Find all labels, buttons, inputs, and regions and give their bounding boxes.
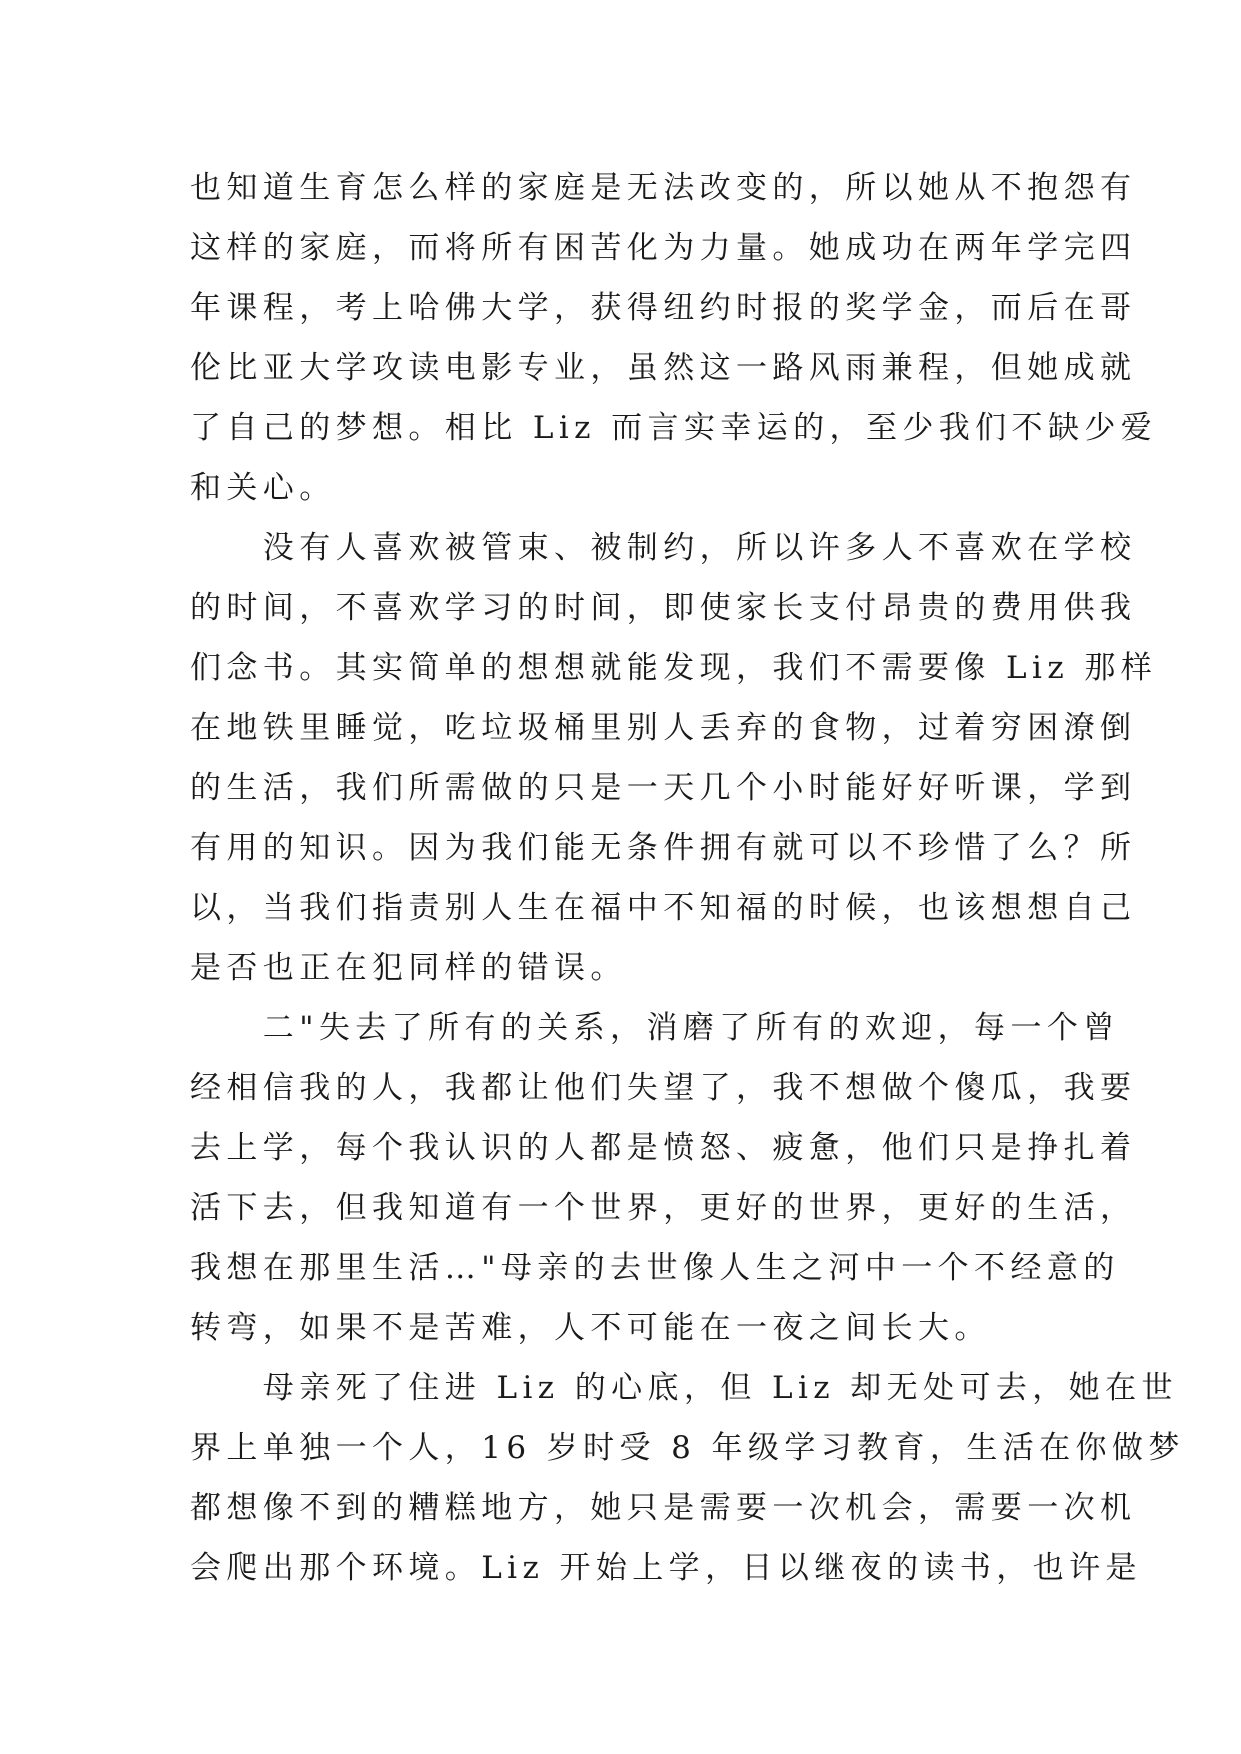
text-line: 母亲死了住进 Liz 的心底，但 Liz 却无处可去，她在世 [190,1370,1178,1406]
paragraph-3 [190,998,1137,1358]
paragraph-2 [190,518,1158,998]
paragraph-1 [190,158,1158,518]
text-line: 年课程，考上哈佛大学，获得纽约时报的奖学金，而后在哥 [190,290,1137,326]
text-line: 以，当我们指责别人生在福中不知福的时候，也该想想自己 [190,890,1137,926]
text-line: 有用的知识。因为我们能无条件拥有就可以不珍惜了么？所 [190,830,1137,866]
text-line: 经相信我的人，我都让他们失望了，我不想做个傻瓜，我要 [190,1070,1137,1106]
document-page [190,158,1185,1598]
text-line: 是否也正在犯同样的错误。 [190,950,627,986]
text-line: 了自己的梦想。相比 Liz 而言实幸运的，至少我们不缺少爱 [190,410,1158,446]
text-line: 在地铁里睡觉，吃垃圾桶里别人丢弃的食物，过着穷困潦倒 [190,710,1137,746]
text-line: 和关心。 [190,470,336,506]
text-line: 活下去，但我知道有一个世界，更好的世界，更好的生活， [190,1190,1137,1226]
text-line: 的时间，不喜欢学习的时间，即使家长支付昂贵的费用供我 [190,590,1137,626]
text-line: 去上学，每个我认识的人都是愤怒、疲惫，他们只是挣扎着 [190,1130,1137,1166]
text-line: 转弯，如果不是苦难，人不可能在一夜之间长大。 [190,1310,991,1346]
text-line: 没有人喜欢被管束、被制约，所以许多人不喜欢在学校 [190,530,1137,566]
text-line: 会爬出那个环境。Liz 开始上学，日以继夜的读书，也许是 [190,1550,1142,1586]
text-line: 也知道生育怎么样的家庭是无法改变的，所以她从不抱怨有 [190,170,1137,206]
text-line: 我想在那里生活…"母亲的去世像人生之河中一个不经意的 [190,1250,1120,1286]
text-line: 们念书。其实简单的想想就能发现，我们不需要像 Liz 那样 [190,650,1158,686]
text-line: 伦比亚大学攻读电影专业，虽然这一路风雨兼程，但她成就 [190,350,1137,386]
text-line: 界上单独一个人，16 岁时受 8 年级学习教育，生活在你做梦 [190,1430,1185,1466]
paragraph-4 [190,1358,1185,1598]
text-line: 都想像不到的糟糕地方，她只是需要一次机会，需要一次机 [190,1490,1137,1526]
text-line: 这样的家庭，而将所有困苦化为力量。她成功在两年学完四 [190,230,1137,266]
text-line: 的生活，我们所需做的只是一天几个小时能好好听课，学到 [190,770,1137,806]
text-line: 二"失去了所有的关系，消磨了所有的欢迎，每一个曾 [190,1010,1120,1046]
